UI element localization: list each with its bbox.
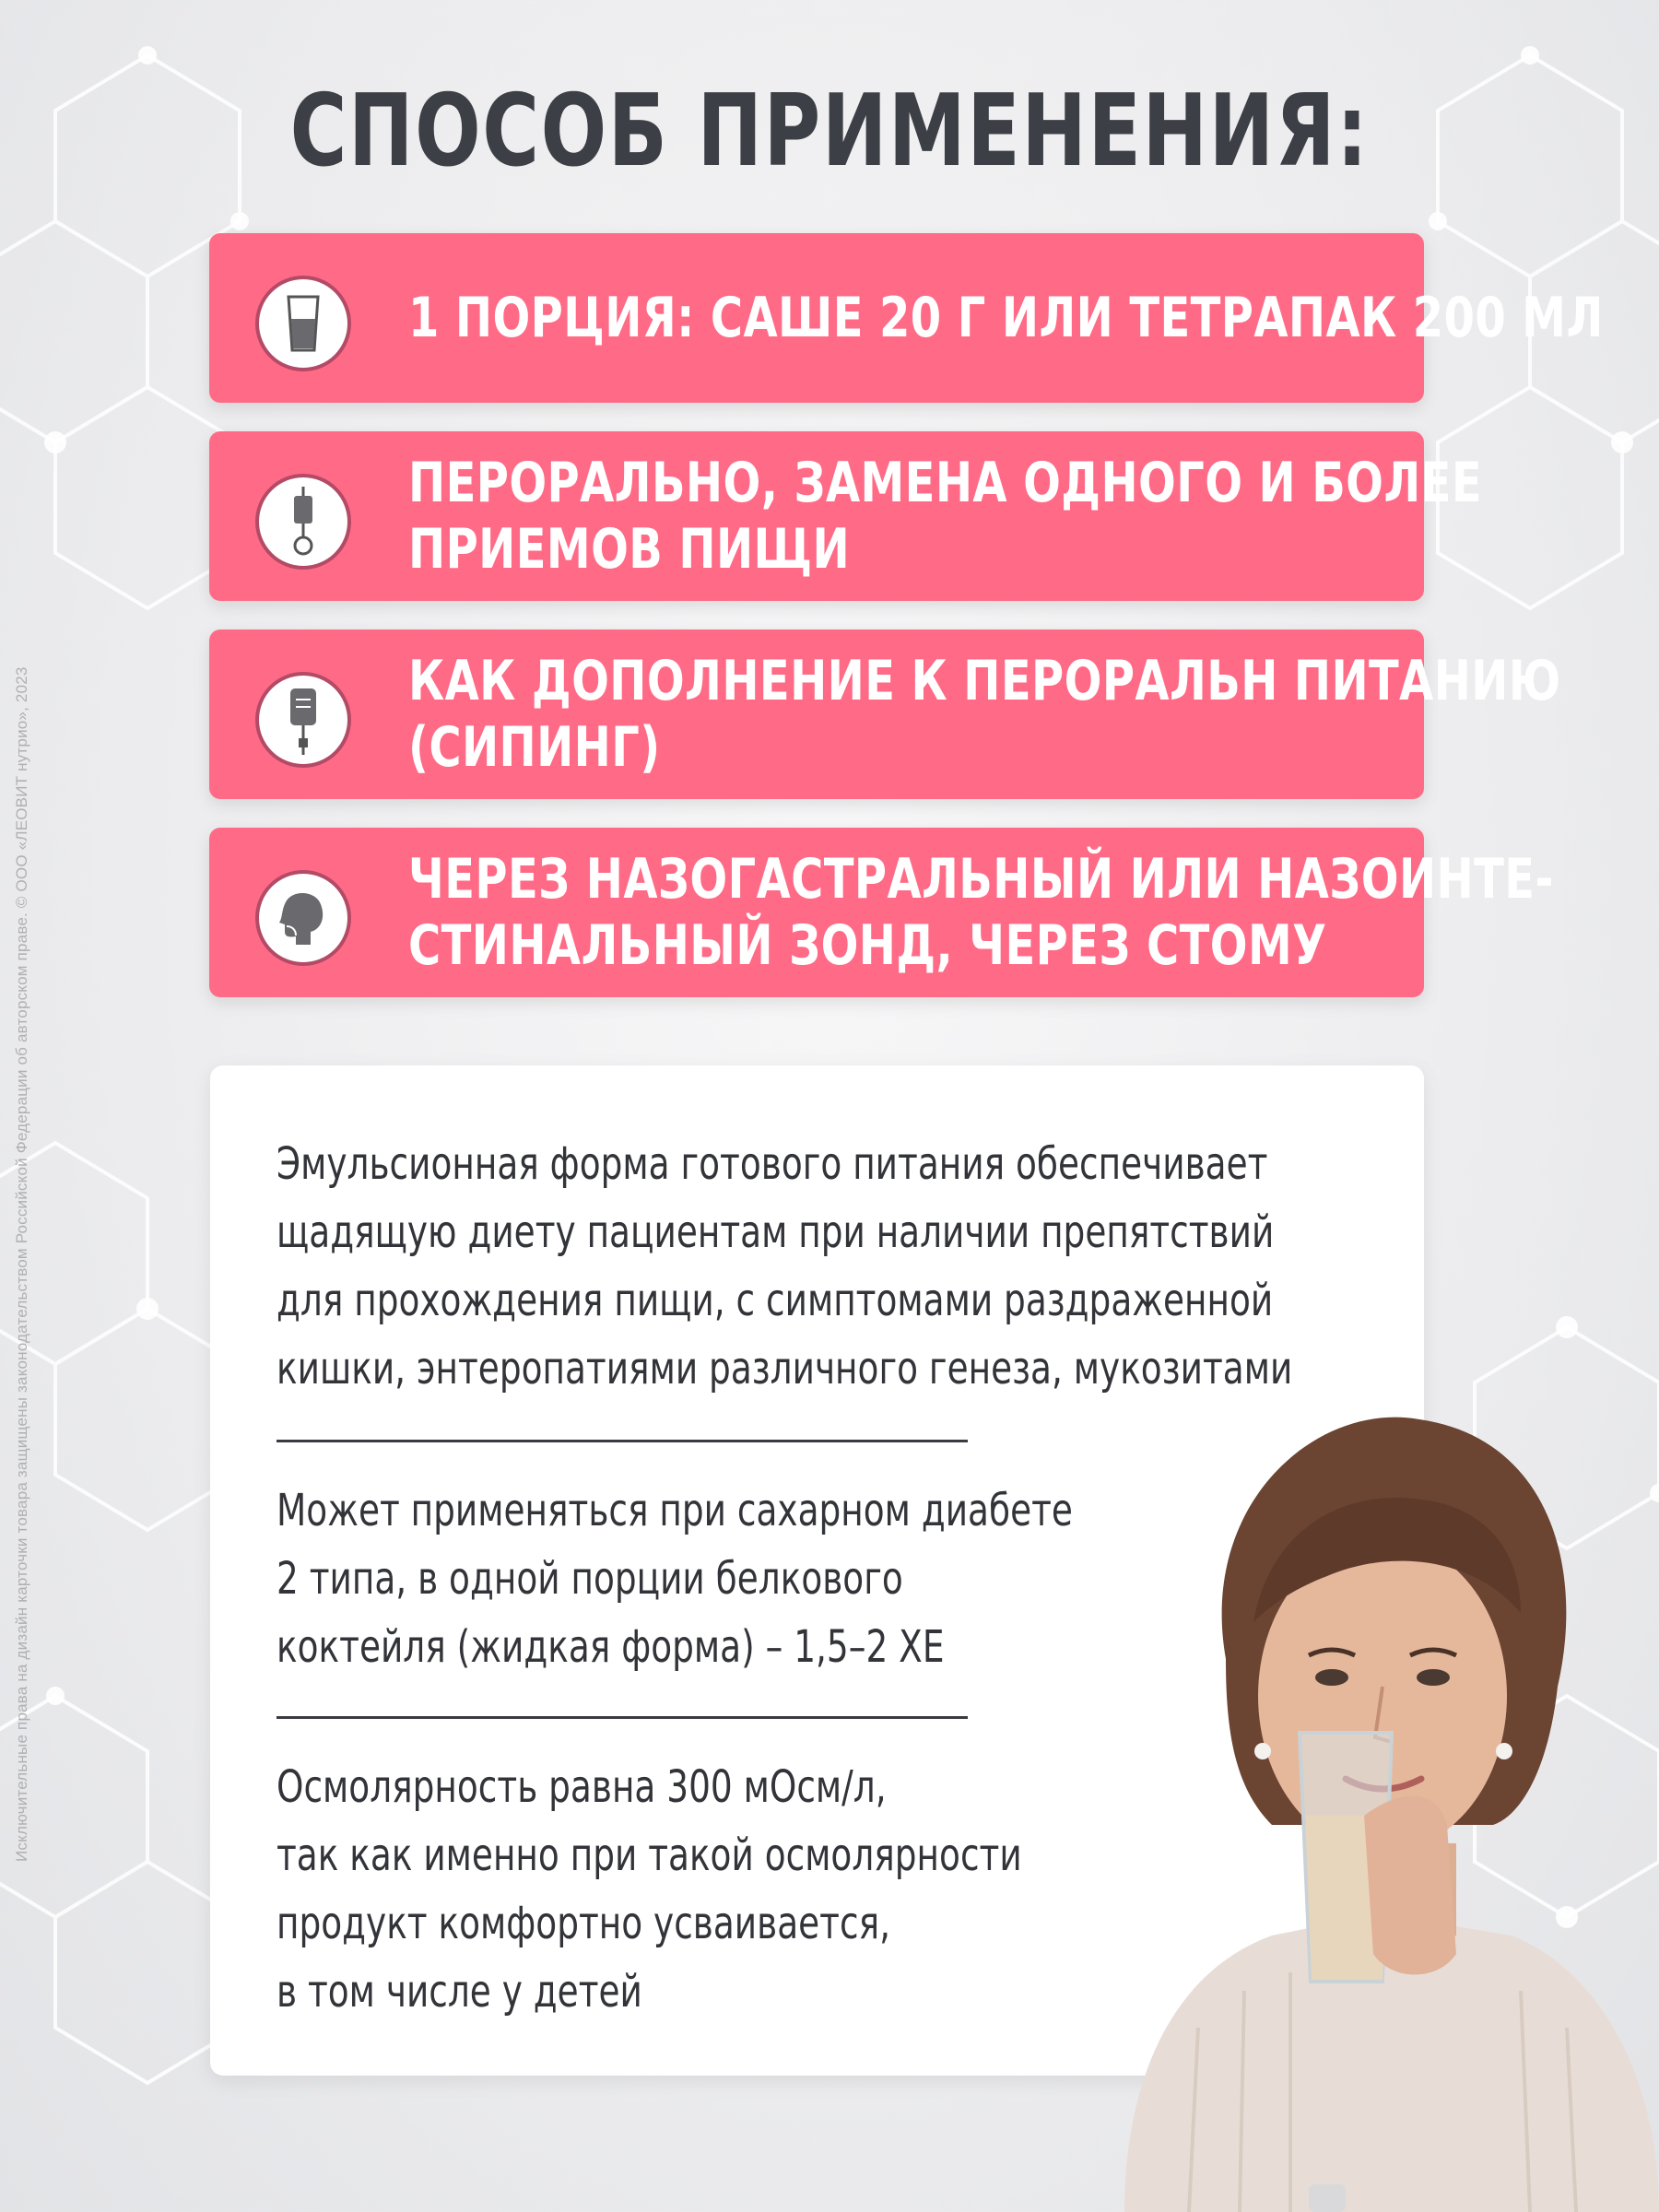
divider (276, 1440, 968, 1442)
divider (276, 1716, 968, 1719)
method-card-portion (209, 233, 1604, 403)
method-label: 1 ПОРЦИЯ: САШЕ 20 Г ИЛИ ТЕТРАПАК 200 МЛ (408, 286, 1604, 350)
method-label: ПЕРОРАЛЬНО, ЗАМЕНА ОДНОГО И БОЛЕЕ ПРИЕМОВ ПИЩИ (408, 451, 1483, 582)
method-label: КАК ДОПОЛНЕНИЕ К ПЕРОРАЛЬН ПИТАНИЮ (СИПИНГ) (408, 649, 1561, 780)
woman-drinking-shake-illustration (1088, 1382, 1659, 2212)
method-card-oral-replacement (209, 431, 1483, 601)
method-card-tube (209, 828, 1554, 997)
page-title: СПОСОБ ПРИМЕНЕНИЯ: (289, 74, 1370, 189)
info-paragraph-osmolarity: Осмолярность равна 300 мОсм/л, так как именно при такой осмолярности продукт комфортно усваивается, в том числе у детей (276, 1761, 1022, 2018)
info-paragraph-emulsion: Эмульсионная форма готового питания обеспечивает щадящую диету пациентам при наличии препятствий для прохождения пищи, с симптомами раздраженной кишки, энтеропатиями различного генеза, мукозитами (276, 1138, 1293, 1394)
copyright-note: Исключительные права на дизайн карточки товара защищены законодательством Российской Федерации об авторском праве. © ООО «ЛЕОВИТ нутрио», 2023 (13, 666, 30, 1862)
info-paragraph-diabetes: Может применяться при сахарном диабете 2 типа, в одной порции белкового коктейля (жидкая форма) – 1,5–2 ХЕ (276, 1485, 1073, 1673)
method-card-sipping (209, 629, 1561, 799)
method-label: ЧЕРЕЗ НАЗОГАСТРАЛЬНЫЙ ИЛИ НАЗОИНТЕ- СТИНАЛЬНЫЙ ЗОНД, ЧЕРЕЗ СТОМУ (408, 847, 1554, 978)
